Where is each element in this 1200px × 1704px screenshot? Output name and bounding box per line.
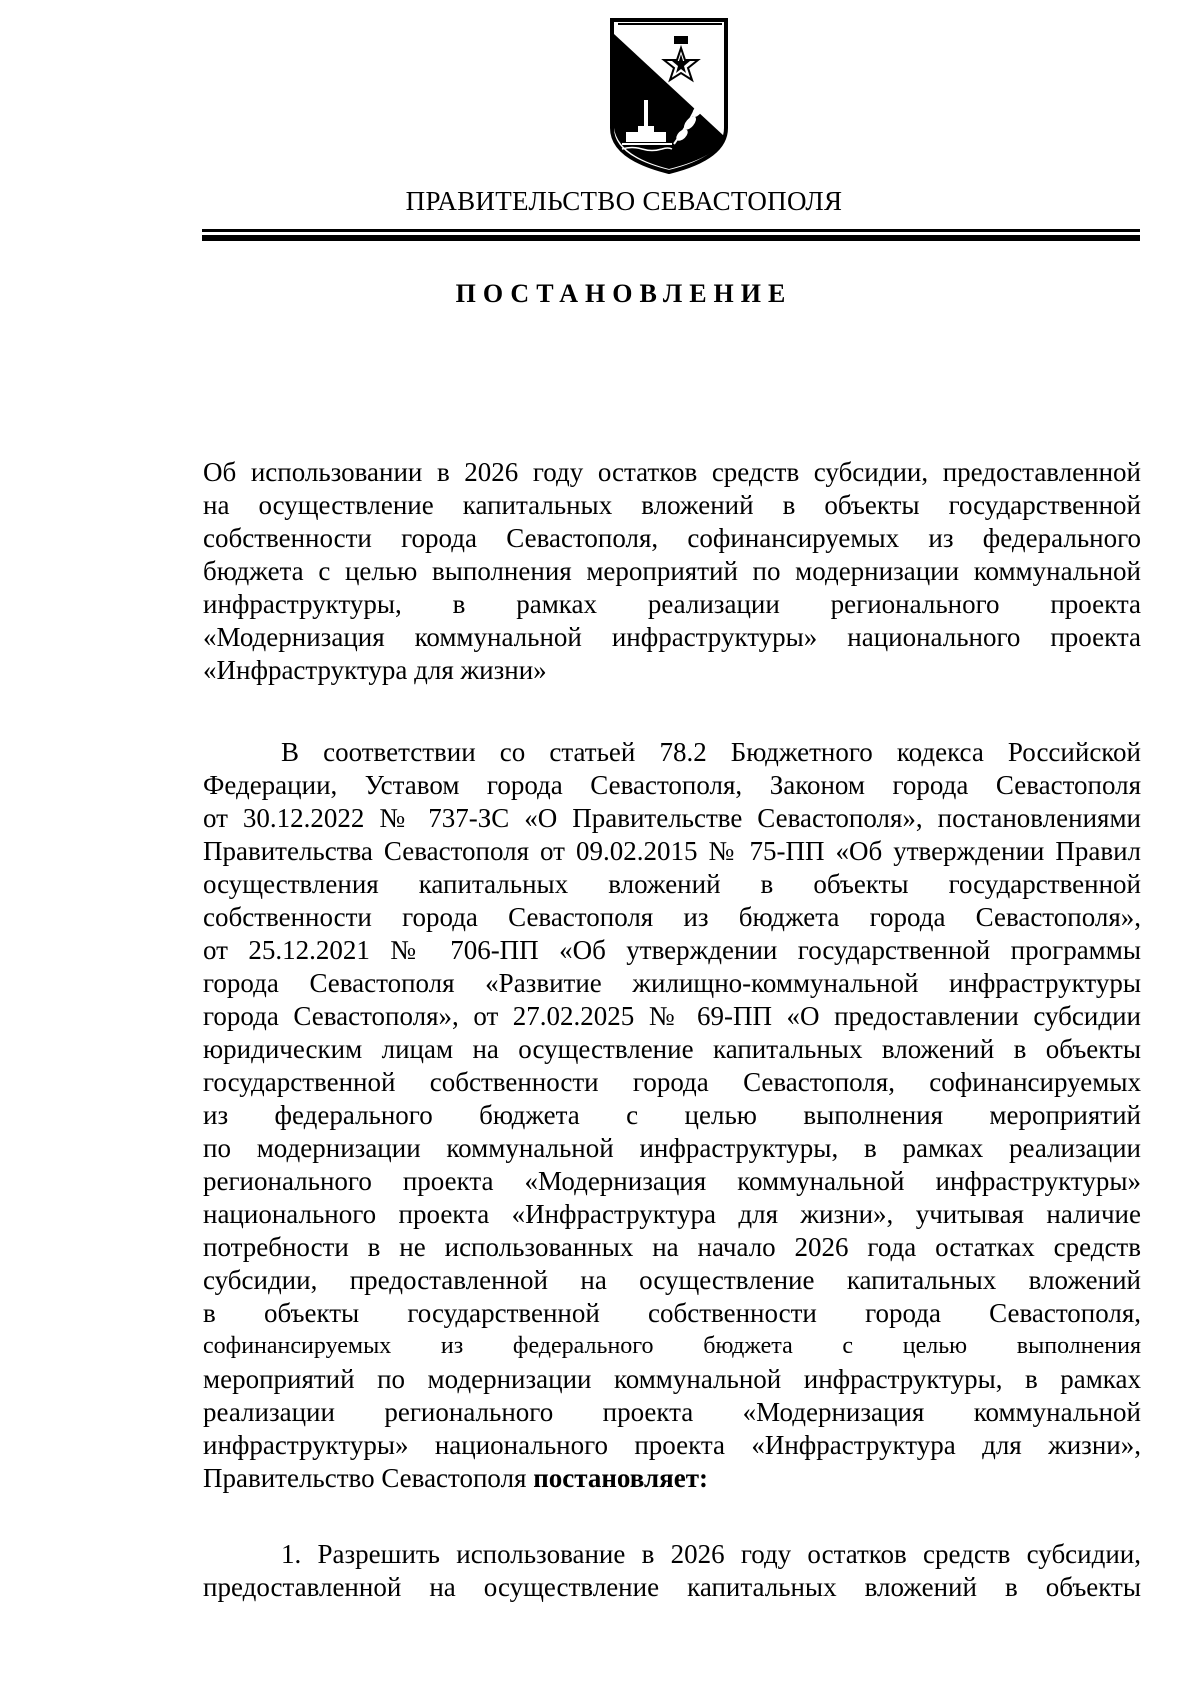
paragraph-line: инфраструктуры» национального проекта «Инфраструктура для жизни», <box>203 1430 1141 1460</box>
title-line: «Модернизация коммунальной инфраструктуры» национального проекта <box>203 622 1141 652</box>
paragraph-line: В соответствии со статьей 78.2 Бюджетного кодекса Российской <box>281 737 1141 767</box>
paragraph-line: реализации регионального проекта «Модернизация коммунальной <box>203 1397 1141 1427</box>
paragraph-line: мероприятий по модернизации коммунальной инфраструктуры, в рамках <box>203 1364 1141 1394</box>
paragraph-line: от 25.12.2021 № 706-ПП «Об утверждении государственной программы <box>203 935 1141 965</box>
paragraph-line: из федерального бюджета с целью выполнения мероприятий <box>203 1100 1141 1130</box>
paragraph-line: национального проекта «Инфраструктура для жизни», учитывая наличие <box>203 1199 1141 1229</box>
title-line: собственности города Севастополя, софинансируемых из федерального <box>203 523 1141 553</box>
paragraph-line: собственности города Севастополя из бюджета города Севастополя», <box>203 902 1141 932</box>
resolution-verb: постановляет: <box>533 1463 708 1493</box>
paragraph-line: регионального проекта «Модернизация коммунальной инфраструктуры» <box>203 1166 1141 1196</box>
paragraph-line: от 30.12.2022 № 737-ЗС «О Правительстве Севастополя», постановлениями <box>203 803 1141 833</box>
paragraph-line: потребности в не использованных на начало 2026 года остатках средств <box>203 1232 1141 1262</box>
resolution-subject: Правительство Севастополя <box>203 1463 534 1493</box>
paragraph-line: 1. Разрешить использование в 2026 году остатков средств субсидии, <box>281 1539 1141 1569</box>
paragraph-line: по модернизации коммунальной инфраструктуры, в рамках реализации <box>203 1133 1141 1163</box>
coat-of-arms-icon <box>608 16 730 176</box>
paragraph-line: субсидии, предоставленной на осуществление капитальных вложений <box>203 1265 1141 1295</box>
title-line: инфраструктуры, в рамках реализации регионального проекта <box>203 589 1141 619</box>
paragraph-line: в объекты государственной собственности города Севастополя, <box>203 1298 1141 1328</box>
header-rule-thin <box>202 229 1140 232</box>
paragraph-line: Федерации, Уставом города Севастополя, Законом города Севастополя <box>203 770 1141 800</box>
paragraph-line: софинансируемых из федерального бюджета с целью выполнения <box>203 1333 1141 1359</box>
document-type: ПОСТАНОВЛЕНИЕ <box>455 279 793 308</box>
title-line: «Инфраструктура для жизни» <box>203 655 547 685</box>
paragraph-line: предоставленной на осуществление капитальных вложений в объекты <box>203 1572 1141 1602</box>
title-line: Об использовании в 2026 году остатков средств субсидии, предоставленной <box>203 457 1141 487</box>
paragraph-line: осуществления капитальных вложений в объекты государственной <box>203 869 1141 899</box>
paragraph-line: города Севастополя «Развитие жилищно-коммунальной инфраструктуры <box>203 968 1141 998</box>
organization-name: ПРАВИТЕЛЬСТВО СЕВАСТОПОЛЯ <box>405 186 843 216</box>
paragraph-line: государственной собственности города Севастополя, софинансируемых <box>203 1067 1141 1097</box>
title-line: бюджета с целью выполнения мероприятий по модернизации коммунальной <box>203 556 1141 586</box>
paragraph-line: города Севастополя», от 27.02.2025 № 69-ПП «О предоставлении субсидии <box>203 1001 1141 1031</box>
paragraph-line: Правительства Севастополя от 09.02.2015 № 75-ПП «Об утверждении Правил <box>203 836 1141 866</box>
title-line: на осуществление капитальных вложений в объекты государственной <box>203 490 1141 520</box>
paragraph-line: юридическим лицам на осуществление капитальных вложений в объекты <box>203 1034 1141 1064</box>
header-rule-thick <box>202 235 1140 241</box>
resolution-line <box>203 1462 1141 1495</box>
